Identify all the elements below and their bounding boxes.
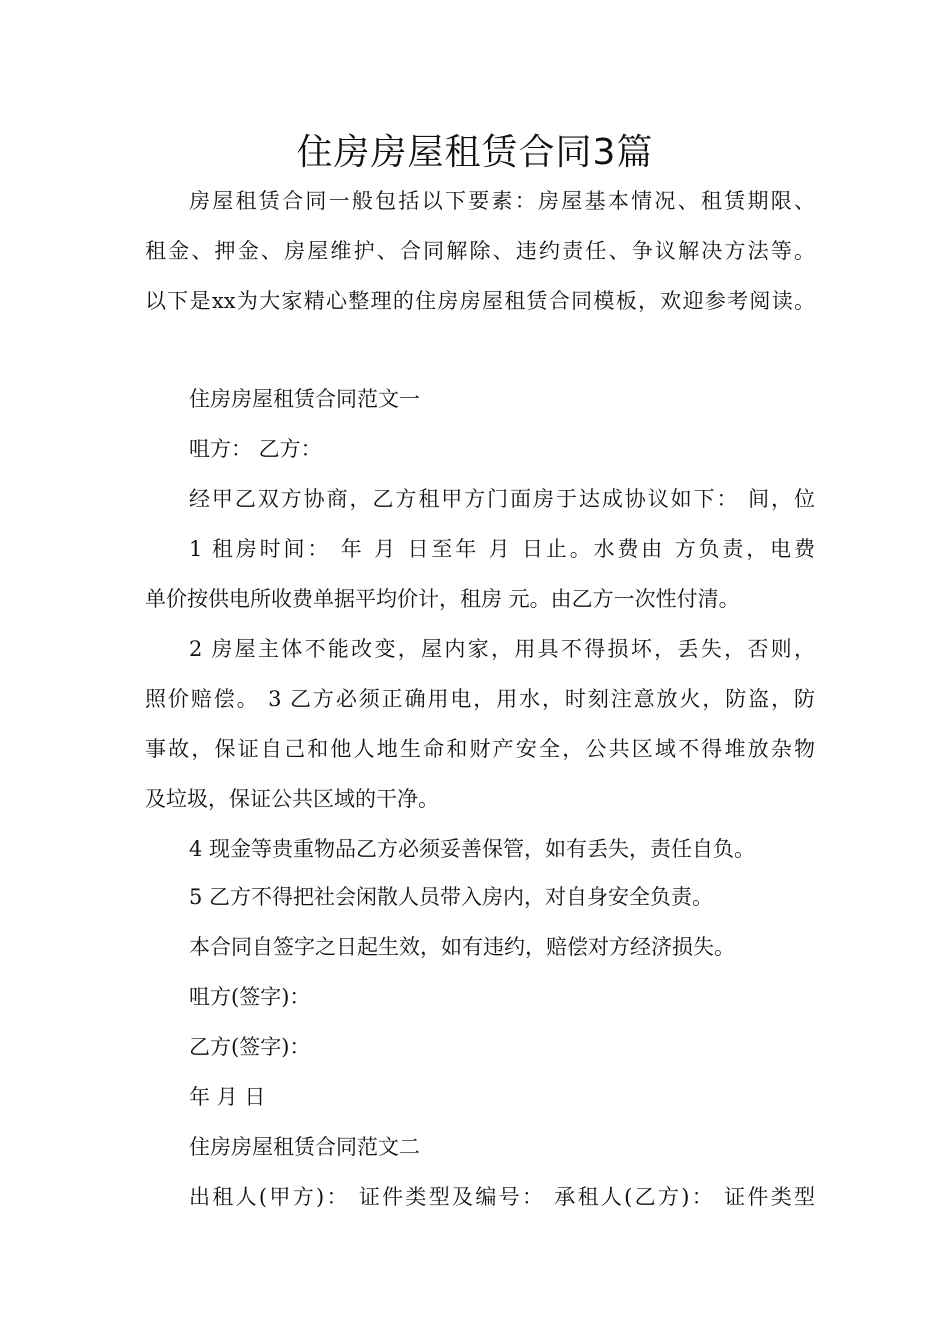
text-line: 单价按供电所收费单据平均价计，租房 元。由乙方一次性付清。 — [145, 587, 740, 611]
text-line: 事故，保证自己和他人地生命和财产安全，公共区域不得堆放杂物 — [145, 737, 815, 761]
text-line: 年 月 日 — [189, 1085, 266, 1109]
text-line: 照价赔偿。 3 乙方必须正确用电，用水，时刻注意放火，防盗，防 — [145, 687, 815, 711]
text-line: 1 租房时间： 年 月 日至年 月 日止。水费由 方负责，电费 — [189, 537, 815, 561]
text-line: 5 乙方不得把社会闲散人员带入房内，对自身安全负责。 — [189, 885, 714, 909]
text-line: 乙方(签字)： — [189, 1035, 311, 1059]
text-line: 住房房屋租赁合同范文二 — [189, 1135, 420, 1159]
text-line: 经甲乙双方协商，乙方租甲方门面房于达成协议如下： 间，位 — [189, 487, 815, 511]
text-line: 咀方： 乙方： — [189, 437, 322, 461]
page-title: 住房房屋租赁合同3篇 — [296, 132, 654, 173]
text-line: 本合同自签字之日起生效，如有违约，赔偿对方经济损失。 — [189, 935, 735, 959]
text-line: 及垃圾，保证公共区域的干净。 — [145, 787, 439, 811]
text-line: 住房房屋租赁合同范文一 — [189, 387, 420, 411]
text-line: 2 房屋主体不能改变，屋内家，用具不得损坏，丢失，否则， — [189, 637, 815, 661]
text-line: 4 现金等贵重物品乙方必须妥善保管，如有丢失，责任自负。 — [189, 837, 756, 861]
text-line: 以下是xx为大家精心整理的住房房屋租赁合同模板，欢迎参考阅读。 — [145, 289, 815, 313]
text-line: 租金、押金、房屋维护、合同解除、违约责任、争议解决方法等。 — [145, 239, 815, 263]
text-line: 出租人(甲方)： 证件类型及编号： 承租人(乙方)： 证件类型 — [189, 1185, 815, 1209]
text-line: 咀方(签字)： — [189, 985, 311, 1009]
text-line: 房屋租赁合同一般包括以下要素：房屋基本情况、租赁期限、 — [189, 189, 815, 213]
